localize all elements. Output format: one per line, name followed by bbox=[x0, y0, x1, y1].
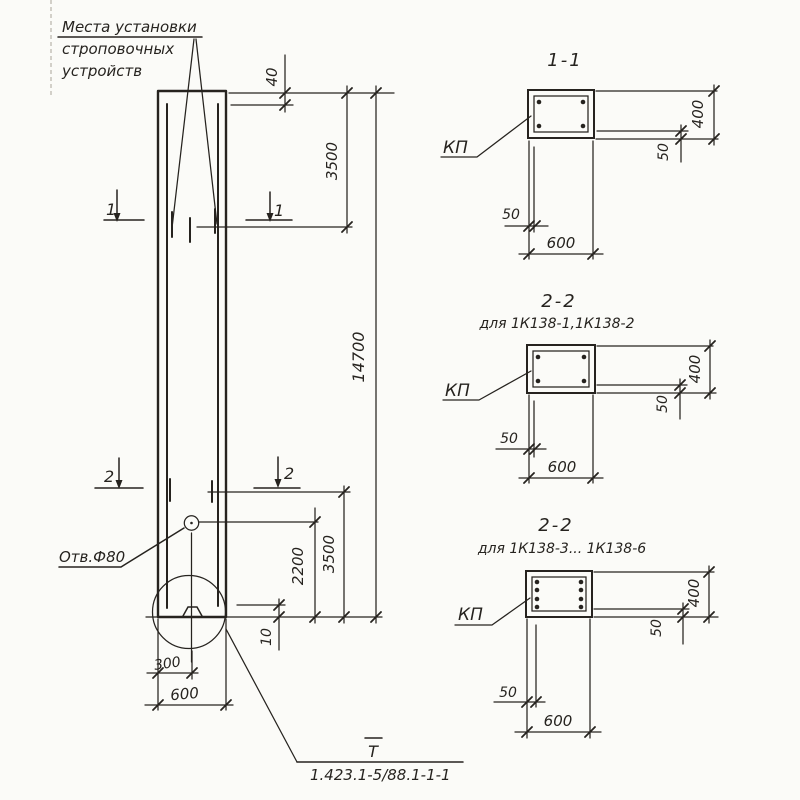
dim-hole-span: 2200 bbox=[289, 546, 307, 586]
dim-lower-span: 3500 bbox=[320, 534, 338, 574]
sling-note-line1: Места установки bbox=[62, 18, 197, 36]
section-2-2b-core bbox=[532, 577, 586, 611]
section-2-2b-dim-cover-right: 50 bbox=[649, 619, 665, 637]
sling-leader-lines bbox=[172, 39, 217, 228]
section1-mark-right: 1 bbox=[274, 201, 285, 220]
section2-mark-right: 2 bbox=[284, 464, 295, 483]
section-1-1-dim-height: 400 bbox=[689, 99, 707, 129]
section-1-1-dimension-lines bbox=[505, 85, 718, 259]
section-cut-marks bbox=[95, 190, 300, 489]
section-2-2b-rebar-dots bbox=[535, 580, 584, 610]
detail-leader bbox=[226, 629, 297, 762]
section-mark-arrows bbox=[114, 213, 282, 489]
dim-top-span: 3500 bbox=[323, 141, 341, 181]
elevation-lower-dimensions bbox=[199, 486, 350, 650]
section-2-2b-dim-cover-left: 50 bbox=[499, 685, 517, 701]
section-mark-lines bbox=[95, 190, 300, 488]
bottom-key-trapezoid bbox=[183, 607, 202, 616]
section-2-2a-dim-width: 600 bbox=[547, 458, 577, 476]
section-2-2b-subtitle: для 1К138-3... 1К138-6 bbox=[477, 541, 647, 557]
section-2-2a-dim-height: 400 bbox=[686, 354, 704, 384]
section-1-1-dim-cover-left: 50 bbox=[502, 207, 520, 223]
section-2-2b-dim-height: 400 bbox=[685, 578, 703, 608]
section-1-1 bbox=[441, 50, 719, 259]
section-2-2a-dimension-lines bbox=[496, 340, 716, 483]
section-2-2b-outer bbox=[526, 571, 592, 617]
hole-callout bbox=[59, 528, 184, 567]
sling-note bbox=[58, 18, 217, 228]
section-1-1-outer bbox=[528, 90, 594, 138]
section-2-2a-outer bbox=[527, 345, 595, 393]
section-2-2a-core bbox=[533, 351, 589, 387]
section-2-2-a bbox=[443, 291, 716, 483]
section-2-2b-title: 2-2 bbox=[538, 515, 574, 536]
section-2-2b-dim-width: 600 bbox=[543, 712, 573, 730]
section-1-1-title: 1-1 bbox=[547, 50, 583, 71]
section-2-2a-subtitle: для 1К138-1,1К138-2 bbox=[479, 316, 635, 332]
sling-note-line2: строповочных bbox=[62, 40, 175, 58]
section-2-2a-dim-cover-left: 50 bbox=[500, 431, 518, 447]
section-1-1-kp-label: КП bbox=[443, 138, 468, 158]
dim-top-offset: 40 bbox=[263, 67, 281, 87]
section-2-2a-title: 2-2 bbox=[541, 291, 577, 312]
section-2-2-b bbox=[455, 515, 718, 738]
sling-note-line3: устройств bbox=[62, 62, 143, 80]
rebar-lines bbox=[167, 104, 218, 608]
section-1-1-dim-width: 600 bbox=[546, 234, 576, 252]
section-1-1-core bbox=[534, 96, 588, 132]
detail-view-letter: Т bbox=[368, 742, 378, 761]
section-1-1-dim-cover-right: 50 bbox=[656, 143, 672, 161]
hole-center-dot bbox=[190, 522, 193, 525]
hole-label: Отв.Ф80 bbox=[59, 548, 126, 566]
section-1-1-rebar-dots bbox=[537, 100, 586, 129]
section-2-2a-rebar-dots bbox=[536, 355, 587, 384]
dim-half-width: 300 bbox=[153, 654, 182, 674]
detail-circle bbox=[153, 576, 226, 649]
detail-callout bbox=[226, 629, 463, 784]
section1-mark-left: 1 bbox=[106, 200, 117, 219]
section-2-2b-kp-label: КП bbox=[458, 605, 483, 625]
sling-device-marks bbox=[170, 209, 215, 502]
section2-mark-left: 2 bbox=[104, 467, 115, 486]
detail-series-ref: 1.423.1-5/88.1-1-1 bbox=[310, 766, 451, 784]
section-2-2a-dim-cover-right: 50 bbox=[655, 395, 671, 413]
dim-total-height: 14700 bbox=[349, 331, 368, 383]
dim-width: 600 bbox=[169, 683, 200, 705]
dim-bottom-gap: 10 bbox=[259, 628, 275, 646]
section-2-2a-kp-label: КП bbox=[445, 381, 470, 401]
